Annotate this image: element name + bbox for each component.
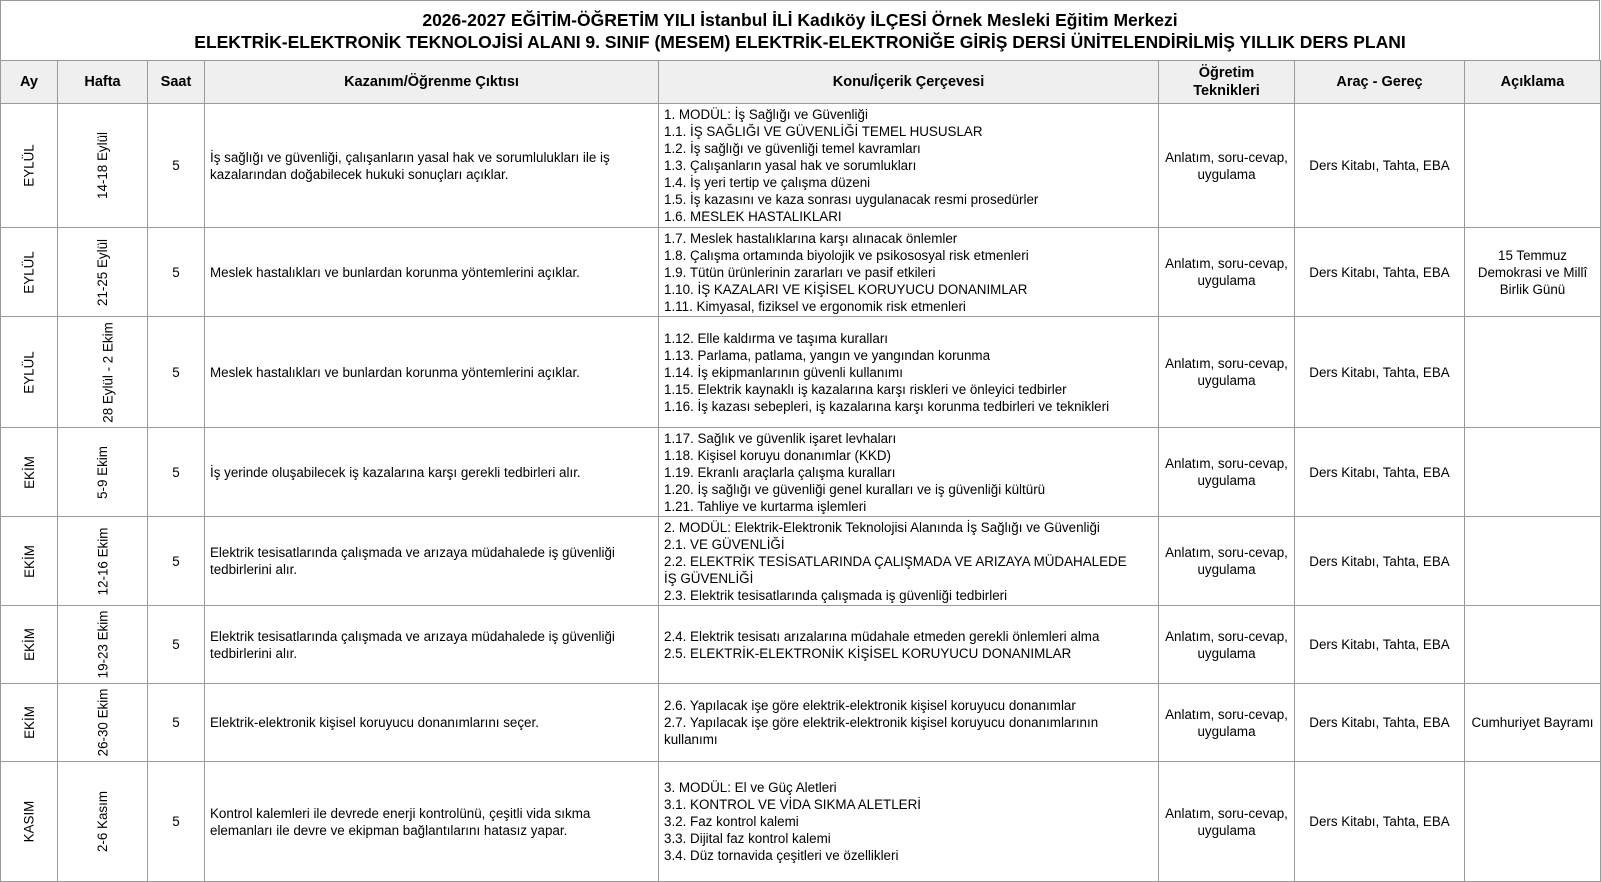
table-row: [1, 228, 1601, 317]
outcome-cell: İş yerinde oluşabilecek iş kazalarına karşı gerekli tedbirleri alır.: [205, 428, 659, 517]
outcome-cell: Meslek hastalıkları ve bunlardan korunma yöntemlerini açıklar.: [205, 317, 659, 428]
note-cell: [1465, 762, 1601, 882]
content-line: 2.1. VE GÜVENLİĞİ: [664, 536, 785, 552]
content-line: 1.5. İş kazasını ve kaza sonrası uygulanacak resmi prosedürler: [664, 192, 1039, 207]
month-cell-label: EYLÜL: [21, 250, 37, 294]
technique-cell: Anlatım, soru-cevap, uygulama: [1159, 228, 1295, 317]
content-line: 1.16. İş kazası sebepleri, iş kazalarına karşı korunma tedbirleri ve teknikleri: [664, 398, 1110, 414]
tools-cell: Ders Kitabı, Tahta, EBA: [1295, 428, 1465, 517]
content-cell: [659, 517, 1159, 606]
outcome-cell: Elektrik tesisatlarında çalışmada ve arızaya müdahalede iş güvenliği tedbirlerini alır.: [205, 606, 659, 684]
week-cell-label: 26-30 Ekim: [94, 688, 110, 757]
content-line: 3. MODÜL: El ve Güç Aletleri: [664, 780, 837, 795]
content-line: 1.20. İş sağlığı ve güvenliği genel kuralları ve iş güvenliği kültürü: [664, 481, 1046, 497]
note-cell: [1465, 317, 1601, 428]
hours-cell: 5: [148, 228, 205, 317]
technique-cell: Anlatım, soru-cevap, uygulama: [1159, 762, 1295, 882]
technique-cell: Anlatım, soru-cevap, uygulama: [1159, 517, 1295, 606]
table-row: [1, 684, 1601, 762]
tools-cell: Ders Kitabı, Tahta, EBA: [1295, 317, 1465, 428]
week-cell: [58, 684, 148, 762]
hours-cell: 5: [148, 762, 205, 882]
content-cell: [659, 104, 1159, 228]
content-line: 3.1. KONTROL VE VİDA SIKMA ALETLERİ: [664, 797, 921, 812]
note-cell: Cumhuriyet Bayramı: [1465, 684, 1601, 762]
hours-cell: 5: [148, 317, 205, 428]
table-row: [1, 428, 1601, 517]
month-cell-label: EKİM: [21, 628, 37, 661]
technique-cell: Anlatım, soru-cevap, uygulama: [1159, 684, 1295, 762]
week-cell: [58, 228, 148, 317]
month-cell-label: EKİM: [21, 455, 37, 489]
week-cell: [58, 428, 148, 517]
plan-table: [0, 60, 1601, 882]
header-arac: Araç - Gereç: [1295, 61, 1465, 104]
week-cell: [58, 317, 148, 428]
table-row: [1, 517, 1601, 606]
month-cell: [1, 104, 58, 228]
content-line: 1.9. Tütün ürünlerinin zararları ve pasif etkileri: [664, 264, 936, 280]
content-line: 3.4. Düz tornavida çeşitleri ve özellikleri: [664, 848, 899, 863]
content-line: 1.14. İş ekipmanlarının güvenli kullanımı: [664, 364, 903, 380]
month-cell: [1, 684, 58, 762]
plan-title: [0, 0, 1600, 60]
week-cell-label: 28 Eylül - 2 Ekim: [100, 321, 116, 423]
tools-cell: Ders Kitabı, Tahta, EBA: [1295, 606, 1465, 684]
hours-cell: 5: [148, 428, 205, 517]
header-saat: Saat: [148, 61, 205, 104]
technique-cell: Anlatım, soru-cevap, uygulama: [1159, 606, 1295, 684]
content-line: 3.2. Faz kontrol kalemi: [664, 814, 799, 829]
content-line: 2.7. Yapılacak işe göre elektrik-elektronik kişisel koruyucu donanımlarının: [664, 715, 1099, 730]
content-line: 1.7. Meslek hastalıklarına karşı alınacak önlemler: [664, 230, 958, 246]
table-row: [1, 104, 1601, 228]
tools-cell: Ders Kitabı, Tahta, EBA: [1295, 517, 1465, 606]
week-cell-label: 2-6 Kasım: [95, 790, 110, 853]
month-cell: [1, 606, 58, 684]
note-cell: [1465, 517, 1601, 606]
month-cell-label: KASIM: [21, 800, 37, 843]
content-cell: [659, 428, 1159, 517]
header-hafta: Hafta: [58, 61, 148, 104]
tools-cell: Ders Kitabı, Tahta, EBA: [1295, 104, 1465, 228]
month-cell-label: EKİM: [21, 706, 37, 739]
outcome-cell: Kontrol kalemleri ile devrede enerji kontrolünü, çeşitli vida sıkma elemanları ile devre ve ekipman bağlantılarını hatasız yapar.: [205, 762, 659, 882]
content-line: 1.12. Elle kaldırma ve taşıma kuralları: [664, 330, 889, 346]
hours-cell: 5: [148, 606, 205, 684]
content-line: 3.3. Dijital faz kontrol kalemi: [664, 831, 831, 846]
content-line: 2.6. Yapılacak işe göre elektrik-elektronik kişisel koruyucu donanımlar: [664, 698, 1076, 713]
week-cell-label: 5-9 Ekim: [95, 445, 110, 499]
tools-cell: Ders Kitabı, Tahta, EBA: [1295, 228, 1465, 317]
week-cell-label: 21-25 Eylül: [95, 238, 110, 306]
content-line: İŞ GÜVENLİĞİ: [664, 570, 754, 586]
content-line: 1.13. Parlama, patlama, yangın ve yangından korunma: [664, 347, 991, 363]
content-line: 1.10. İŞ KAZALARI VE KİŞİSEL KORUYUCU DONANIMLAR: [664, 281, 1028, 297]
header-konu: Konu/İçerik Çerçevesi: [659, 61, 1159, 104]
content-line: 2. MODÜL: Elektrik-Elektronik Teknolojisi Alanında İş Sağlığı ve Güvenliği: [664, 519, 1100, 535]
content-line: 1. MODÜL: İş Sağlığı ve Güvenliği: [664, 107, 868, 122]
header-aciklama: Açıklama: [1465, 61, 1601, 104]
content-line: kullanımı: [664, 732, 718, 747]
technique-cell: Anlatım, soru-cevap, uygulama: [1159, 428, 1295, 517]
content-line: 1.19. Ekranlı araçlarla çalışma kuralları: [664, 464, 896, 480]
content-line: 1.17. Sağlık ve güvenlik işaret levhaları: [664, 430, 897, 446]
content-cell: [659, 606, 1159, 684]
week-cell-label: 12-16 Ekim: [94, 527, 110, 595]
table-row: [1, 317, 1601, 428]
title-line-1: 2026-2027 EĞİTİM-ÖĞRETİM YILI İstanbul İLİ Kadıköy İLÇESİ Örnek Mesleki Eğitim Merkezi: [422, 9, 1178, 30]
content-line: 1.21. Tahliye ve kurtarma işlemleri: [664, 498, 867, 514]
outcome-cell: Elektrik tesisatlarında çalışmada ve arızaya müdahalede iş güvenliği tedbirlerini alır.: [205, 517, 659, 606]
header-ay: Ay: [1, 61, 58, 104]
content-line: 2.4. Elektrik tesisatı arızalarına müdahale etmeden gerekli önlemleri alma: [664, 628, 1100, 644]
content-line: 1.6. MESLEK HASTALIKLARI: [664, 209, 842, 224]
content-line: 1.2. İş sağlığı ve güvenliği temel kavramları: [664, 141, 921, 156]
content-line: 2.2. ELEKTRİK TESİSATLARINDA ÇALIŞMADA VE ARIZAYA MÜDAHALEDE: [664, 553, 1127, 569]
content-line: 1.18. Kişisel koruyu donanımlar (KKD): [664, 447, 891, 463]
tools-cell: Ders Kitabı, Tahta, EBA: [1295, 684, 1465, 762]
month-cell: [1, 228, 58, 317]
note-cell: [1465, 428, 1601, 517]
week-cell-label: 14-18 Eylül: [95, 132, 110, 199]
content-line: 1.4. İş yeri tertip ve çalışma düzeni: [664, 175, 871, 190]
content-cell: [659, 228, 1159, 317]
month-cell-label: EYLÜL: [21, 350, 37, 394]
note-cell: [1465, 104, 1601, 228]
hours-cell: 5: [148, 104, 205, 228]
content-line: 1.11. Kimyasal, fiziksel ve ergonomik risk etmenleri: [664, 298, 966, 314]
month-cell: [1, 517, 58, 606]
content-cell: [659, 684, 1159, 762]
table-row: [1, 606, 1601, 684]
note-cell: [1465, 606, 1601, 684]
content-line: 1.15. Elektrik kaynaklı iş kazalarına karşı riskleri ve önleyici tedbirler: [664, 381, 1067, 397]
month-cell: [1, 428, 58, 517]
week-cell: [58, 762, 148, 882]
content-line: 2.5. ELEKTRİK-ELEKTRONİK KİŞİSEL KORUYUCU DONANIMLAR: [664, 645, 1072, 661]
content-cell: [659, 317, 1159, 428]
month-cell: [1, 762, 58, 882]
outcome-cell: Meslek hastalıkları ve bunlardan korunma yöntemlerini açıklar.: [205, 228, 659, 317]
header-kazanim: Kazanım/Öğrenme Çıktısı: [205, 61, 659, 104]
month-cell-label: EKİM: [21, 544, 37, 578]
table-row: [1, 762, 1601, 882]
content-line: 1.3. Çalışanların yasal hak ve sorumlukları: [664, 158, 917, 173]
title-line-2: ELEKTRİK-ELEKTRONİK TEKNOLOJİSİ ALANI 9. SINIF (MESEM) ELEKTRİK-ELEKTRONİĞE GİRİŞ DERSİ ÜNİTELENDİRİLMİŞ YILLIK DERS PLANI: [194, 31, 1406, 52]
tools-cell: Ders Kitabı, Tahta, EBA: [1295, 762, 1465, 882]
week-cell: [58, 104, 148, 228]
header-ogretim: Öğretim Teknikleri: [1159, 61, 1295, 104]
hours-cell: 5: [148, 517, 205, 606]
content-cell: [659, 762, 1159, 882]
week-cell: [58, 517, 148, 606]
note-cell: 15 Temmuz Demokrasi ve Millî Birlik Günü: [1465, 228, 1601, 317]
outcome-cell: Elektrik-elektronik kişisel koruyucu donanımlarını seçer.: [205, 684, 659, 762]
week-cell: [58, 606, 148, 684]
month-cell-label: EYLÜL: [21, 144, 37, 187]
hours-cell: 5: [148, 684, 205, 762]
technique-cell: Anlatım, soru-cevap, uygulama: [1159, 104, 1295, 228]
header-row: [1, 61, 1601, 104]
content-line: 1.8. Çalışma ortamında biyolojik ve psikososyal risk etmenleri: [664, 247, 1029, 263]
month-cell: [1, 317, 58, 428]
week-cell-label: 19-23 Ekim: [94, 610, 110, 679]
content-line: 1.1. İŞ SAĞLIĞI VE GÜVENLİĞİ TEMEL HUSUSLAR: [664, 124, 983, 139]
outcome-cell: İş sağlığı ve güvenliği, çalışanların yasal hak ve sorumlulukları ile iş kazalarından doğabilecek hukuki sonuçları açıklar.: [205, 104, 659, 228]
content-line: 2.3. Elektrik tesisatlarında çalışmada iş güvenliği tedbirleri: [664, 587, 1008, 603]
technique-cell: Anlatım, soru-cevap, uygulama: [1159, 317, 1295, 428]
